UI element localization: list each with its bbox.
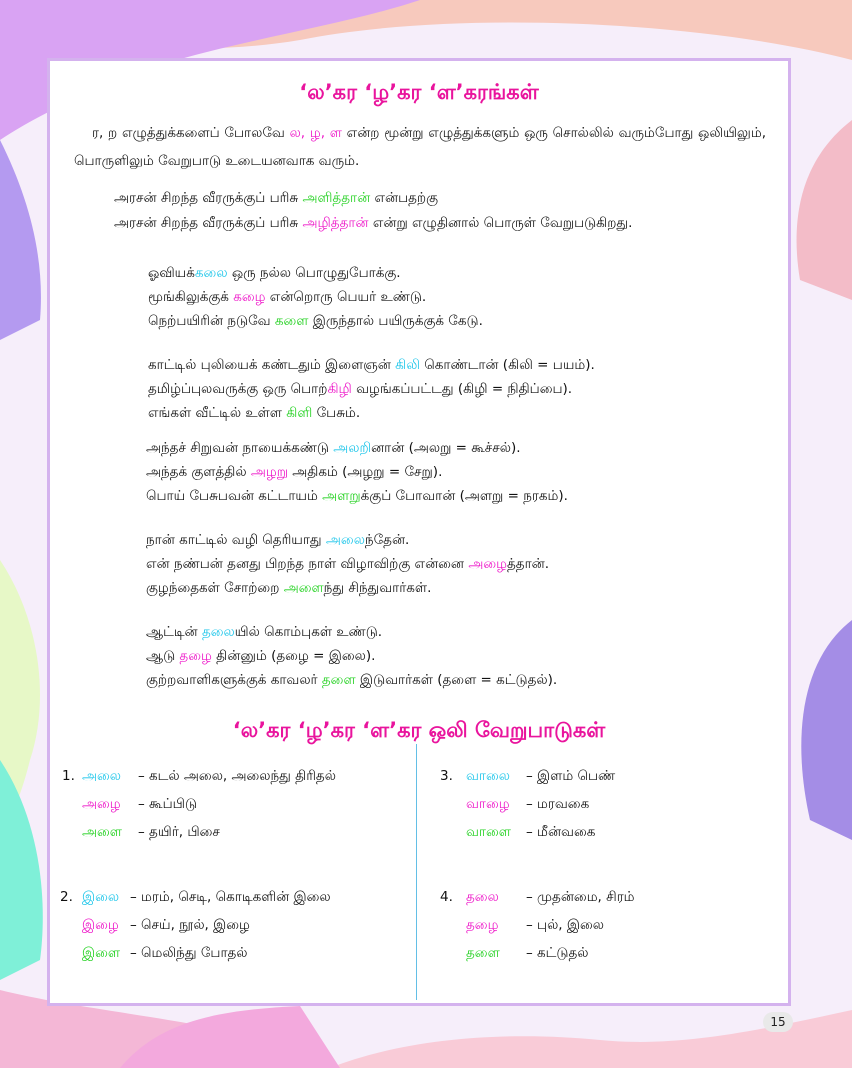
intro-text-2: என்ற மூன்று எழுத்துக்களும் ஒரு சொல்லில் வரும்போது ஒலியிலும், பொருளிலும் வேறுபாடு உடையனவாக வரும்.: [74, 125, 767, 169]
sentence-text: எங்கள் வீட்டில் உள்ள: [148, 405, 287, 421]
group-meaning: – தயிர், பிசை: [138, 824, 220, 840]
group-meaning: – புல், இலை: [526, 917, 604, 933]
example-text: என்பதற்கு: [370, 190, 439, 206]
column-divider: [416, 744, 417, 1000]
sentence-text: காட்டில் புலியைக் கண்டதும் இளைஞன்: [148, 357, 396, 373]
sentence-text: ந்தேன்.: [364, 532, 410, 548]
sentence-line: [148, 380, 572, 398]
example-line-2: [114, 214, 632, 232]
highlight-word: அளை: [283, 580, 324, 596]
group-word: வாளை: [466, 824, 511, 840]
sentence-text: ஓவியக்: [148, 265, 195, 281]
example-line-1: [114, 189, 438, 207]
sentence-text: ஆட்டின்: [146, 624, 202, 640]
highlight-word: அழறு: [250, 464, 288, 480]
sentence-text: அந்தச் சிறுவன் நாயைக்கண்டு: [146, 440, 334, 456]
highlight-word: அழை: [468, 556, 507, 572]
example-text: அரசன் சிறந்த வீரருக்குப் பரிசு: [114, 215, 303, 231]
sentence-text: இருந்தால் பயிருக்குக் கேடு.: [308, 313, 483, 329]
sentence-line: [146, 555, 549, 573]
example-text: அரசன் சிறந்த வீரருக்குப் பரிசு: [114, 190, 303, 206]
sentence-text: ஆடு: [146, 648, 180, 664]
highlight-word: தழை: [179, 648, 212, 664]
sentence-text: மூங்கிலுக்குக்: [148, 289, 234, 305]
group-meaning: – மெலிந்து போதல்: [130, 945, 248, 961]
sentence-text: பேசும்.: [312, 405, 361, 421]
group-word: தளை: [466, 945, 500, 961]
highlight-word: கிளி: [286, 405, 313, 421]
group-meaning: – மீன்வகை: [526, 824, 596, 840]
sentence-line: [146, 647, 375, 665]
example-word-magenta: அழித்தான்: [302, 215, 369, 231]
intro-text-1: ர, ற எழுத்துக்களைப் போலவே: [92, 125, 290, 141]
group-word: வாழை: [466, 796, 510, 812]
sentence-line: [148, 356, 595, 374]
group-meaning: – மரவகை: [526, 796, 590, 812]
group-meaning: – கடல் அலை, அலைந்து திரிதல்: [138, 768, 336, 784]
highlight-word: கிழி: [327, 381, 352, 397]
group-meaning: – செய், நூல், இழை: [130, 917, 250, 933]
sentence-text: குழந்தைகள் சோற்றை: [146, 580, 284, 596]
sentence-line: [146, 439, 521, 457]
group-word: அலை: [82, 768, 121, 784]
sentence-text: தின்னும் (தழை = இலை).: [211, 648, 376, 664]
highlight-word: அலறி: [333, 440, 372, 456]
sentence-line: [148, 404, 360, 422]
sentence-line: [146, 487, 568, 505]
group-number: 1.: [62, 768, 75, 784]
sentence-text: அதிகம் (அழறு = சேறு).: [288, 464, 443, 480]
highlight-word: தளை: [321, 672, 356, 688]
group-word: இழை: [82, 917, 119, 933]
group-word: இலை: [82, 889, 120, 905]
page-title: ‘ல’கர ‘ழ’கர ‘ள’கரங்கள்: [299, 80, 539, 104]
highlight-word: தலை: [201, 624, 235, 640]
highlight-word: கலை: [194, 265, 228, 281]
example-text: என்று எழுதினால் பொருள் வேறுபடுகிறது.: [368, 215, 633, 231]
highlight-word: களை: [274, 313, 309, 329]
sentence-text: க்குப் போவான் (அளறு = நரகம்).: [360, 488, 568, 504]
group-word: தழை: [466, 917, 499, 933]
sentence-line: [148, 264, 401, 282]
group-word: இளை: [82, 945, 121, 961]
group-number: 3.: [440, 768, 453, 784]
highlight-word: கழை: [233, 289, 266, 305]
group-word: அழை: [82, 796, 121, 812]
sentence-line: [146, 531, 409, 549]
sentence-text: யில் கொம்புகள் உண்டு.: [234, 624, 383, 640]
example-word-green: அளித்தான்: [302, 190, 371, 206]
sentence-text: கொண்டான் (கிலி = பயம்).: [419, 357, 595, 373]
sentence-line: [146, 623, 382, 641]
sentence-line: [146, 671, 557, 689]
group-meaning: – கட்டுதல்: [526, 945, 589, 961]
sentence-text: என்றொரு பெயர் உண்டு.: [265, 289, 427, 305]
group-number: 4.: [440, 889, 453, 905]
sentence-text: தமிழ்ப்புலவருக்கு ஒரு பொற்: [148, 381, 328, 397]
sentence-text: குற்றவாளிகளுக்குக் காவலர்: [146, 672, 322, 688]
intro-paragraph: [74, 119, 766, 175]
highlight-word: கிலி: [395, 357, 420, 373]
sentence-text: பொய் பேசுபவன் கட்டாயம்: [146, 488, 323, 504]
sentence-text: வழங்கப்பட்டது (கிழி = நிதிப்பை).: [351, 381, 573, 397]
group-meaning: – முதன்மை, சிரம்: [526, 889, 635, 905]
group-number: 2.: [60, 889, 73, 905]
group-meaning: – மரம், செடி, கொடிகளின் இலை: [130, 889, 331, 905]
group-meaning: – இளம் பெண்: [526, 768, 616, 784]
sentence-text: னான் (அலறு = கூச்சல்).: [371, 440, 521, 456]
group-word: வாலை: [466, 768, 510, 784]
content-panel: [47, 58, 791, 1006]
sentence-text: இடுவார்கள் (தளை = கட்டுதல்).: [355, 672, 558, 688]
sentence-text: நெற்பயிரின் நடுவே: [148, 313, 275, 329]
section-subheading: ‘ல’கர ‘ழ’கர ‘ள’கர ஒலி வேறுபாடுகள்: [232, 718, 606, 742]
highlight-word: அலை: [325, 532, 365, 548]
sentence-text: த்தான்.: [506, 556, 550, 572]
sentence-line: [146, 463, 442, 481]
sentence-text: ந்து சிந்துவார்கள்.: [323, 580, 432, 596]
group-word: தலை: [466, 889, 499, 905]
sentence-line: [148, 312, 483, 330]
sentence-text: ஒரு நல்ல பொழுதுபோக்கு.: [227, 265, 401, 281]
sentence-text: நான் காட்டில் வழி தெரியாது: [146, 532, 326, 548]
page-number: 15: [763, 1012, 793, 1032]
sentence-text: என் நண்பன் தனது பிறந்த நாள் விழாவிற்கு என்னை: [146, 556, 469, 572]
group-word: அளை: [82, 824, 122, 840]
sentence-text: அந்தக் குளத்தில்: [146, 464, 251, 480]
group-meaning: – கூப்பிடு: [138, 796, 197, 812]
sentence-line: [148, 288, 426, 306]
sentence-line: [146, 579, 431, 597]
highlight-word: அளறு: [322, 488, 361, 504]
intro-letters: ல, ழ, ள: [289, 125, 342, 141]
